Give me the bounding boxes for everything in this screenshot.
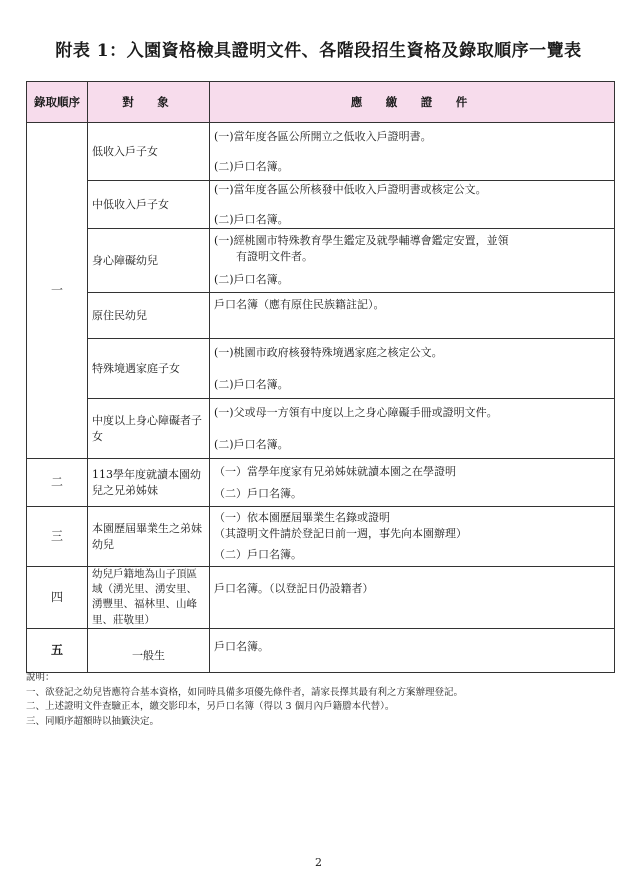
- documents-cell: [210, 459, 615, 507]
- rank-cell: 一: [27, 123, 88, 459]
- document-line: (二)戶口名簿。: [214, 377, 289, 391]
- note-item: 二、上述證明文件查驗正本，繳交影印本，另戶口名簿（得以 3 個月內戶籍謄本代替）。: [26, 701, 395, 713]
- document-line: （二）戶口名簿。: [214, 548, 302, 562]
- document-line: （其證明文件請於登記日前一週，事先向本園辦理）: [214, 526, 467, 540]
- target-cell: 幼兒戶籍地為山子頂區域（湧光里、湧安里、湧豐里、福林里、山峰里、莊敬里）: [88, 567, 210, 629]
- documents-cell: [210, 181, 615, 229]
- document-line: （一）依本園歷屆畢業生名錄或證明: [214, 510, 390, 524]
- table-row: [27, 628, 615, 672]
- documents-cell: [210, 399, 615, 459]
- table-row: [27, 507, 615, 567]
- target-cell: 中低收入戶子女: [88, 181, 210, 229]
- document-line: 戶口名簿。: [214, 639, 269, 653]
- documents-cell: [210, 293, 615, 339]
- target-cell: 原住民幼兒: [88, 293, 210, 339]
- table-row: [27, 123, 615, 181]
- target-cell: 身心障礙幼兒: [88, 229, 210, 293]
- document-line: (一)當年度各區公所核發中低收入戶證明書或核定公文。: [214, 182, 487, 196]
- table-row: [27, 181, 615, 229]
- target-cell: 一般生: [88, 628, 210, 672]
- document-line: （一）當學年度家有兄弟姊妹就讀本園之在學證明: [214, 464, 456, 478]
- header-rank: 錄取順序: [27, 82, 88, 123]
- document-line: 戶口名簿。（以登記日仍設籍者）: [214, 582, 374, 595]
- document-line: (一)桃園市政府核發特殊境遇家庭之核定公文。: [214, 345, 443, 359]
- document-line: (一)父或母一方領有中度以上之身心障礙手冊或證明文件。: [214, 405, 498, 419]
- document-line: (二)戶口名簿。: [214, 273, 289, 287]
- target-cell: 中度以上身心障礙者子女: [88, 399, 210, 459]
- document-line: (二)戶口名簿。: [214, 159, 289, 173]
- documents-cell: [210, 507, 615, 567]
- note-item: 一、欲登記之幼兒皆應符合基本資格，如同時具備多項優先條件者，請家長擇其最有利之方案辦理登記。: [26, 686, 464, 698]
- rank-cell: 四: [27, 567, 88, 629]
- target-cell: 低收入戶子女: [88, 123, 210, 181]
- page-title: 附表 1：入園資格檢具證明文件、各階段招生資格及錄取順序一覽表: [55, 41, 582, 61]
- rank-cell: 二: [27, 459, 88, 507]
- documents-cell: [210, 628, 615, 672]
- table-header-row: [27, 82, 615, 123]
- note-item: 三、同順序超額時以抽籤決定。: [26, 716, 160, 728]
- rank-cell: 五: [27, 628, 88, 672]
- document-line: (二)戶口名簿。: [214, 437, 289, 451]
- documents-cell: [210, 339, 615, 399]
- header-target: 對 象: [88, 82, 210, 123]
- notes-section: [26, 671, 616, 730]
- documents-cell: [210, 229, 615, 293]
- target-cell: 113學年度就讀本園幼兒之兄弟姊妹: [88, 459, 210, 507]
- header-documents: 應 繳 證 件: [210, 82, 615, 123]
- document-line: (二)戶口名簿。: [214, 212, 289, 226]
- notes-heading: 說明：: [26, 672, 55, 683]
- document-line: 有證明文件者。: [214, 249, 313, 263]
- document-line: (一)經桃園市特殊教育學生鑑定及就學輔導會鑑定安置，並領: [214, 233, 509, 247]
- document-line: 戶口名簿（應有原住民族籍註記）。: [214, 298, 385, 311]
- document-line: （二）戶口名簿。: [214, 486, 302, 500]
- documents-cell: [210, 567, 615, 629]
- table-row: [27, 339, 615, 399]
- target-cell: 特殊境遇家庭子女: [88, 339, 210, 399]
- table-row: [27, 293, 615, 339]
- table-row: [27, 399, 615, 459]
- documents-cell: [210, 123, 615, 181]
- table-row: [27, 567, 615, 629]
- table-row: [27, 459, 615, 507]
- table-row: [27, 229, 615, 293]
- page-number: 2: [315, 856, 322, 869]
- document-line: (一)當年度各區公所開立之低收入戶證明書。: [214, 129, 432, 143]
- admission-table: [26, 81, 615, 673]
- rank-cell: 三: [27, 507, 88, 567]
- target-cell: 本園歷屆畢業生之弟妹幼兒: [88, 507, 210, 567]
